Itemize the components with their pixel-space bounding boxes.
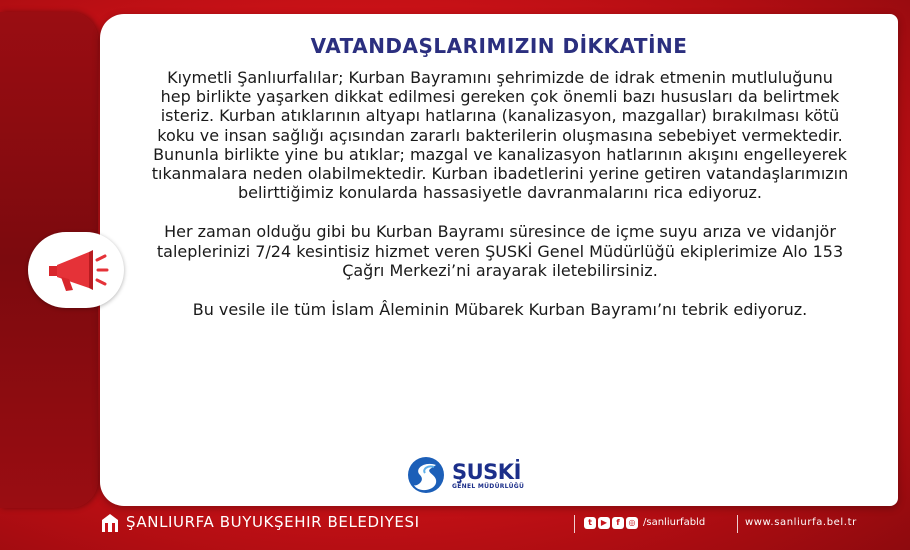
megaphone-icon <box>43 246 109 294</box>
twitter-icon[interactable]: t <box>584 517 596 529</box>
announcement-paragraph: Bu vesile ile tüm İslam Âleminin Mübarek Kurban Bayramı’nı tebrik ediyoruz. <box>192 300 808 320</box>
social-icons <box>584 517 638 529</box>
megaphone-badge <box>28 232 124 308</box>
announcement-body <box>150 68 850 319</box>
announcement-paragraph: Kıymetli Şanlıurfalılar; Kurban Bayramını şehrimizde de idrak etmenin mutluluğunu hep birlikte yaşarken dikkat edilmesi gereken çok önemli bazı hususları da belirtmek isteriz. Kurban atıklarının altyapı hatlarına (kanalizasyon, mazgallar) bırakılması kötü koku ve insan sağlığı açısından zararlı bakterilerin oluşmasına sebebiyet vermektedir. Bununla birlikte yine bu atıklar; mazgal ve kanalizasyon hatlarının akışını engelleyerek tıkanmalara neden olabilmektedir. Kurban ibadetlerini yerine getiren vatandaşlarımızın belirttiğimiz konularda hassasiyetle davranmalarını rica ediyoruz. <box>151 68 849 203</box>
announcement-paragraph: Her zaman olduğu gibi bu Kurban Bayramı süresince de içme suyu arıza ve vidanjör taleplerinizi 7/24 kesintisiz hizmet veren ŞUSKİ Genel Müdürlüğü ekiplerimize Alo 153 Çağrı Merkezi’ni arayarak iletebilirsiniz. <box>156 222 844 280</box>
facebook-icon[interactable]: f <box>612 517 624 529</box>
youtube-icon[interactable]: ▶ <box>598 517 610 529</box>
logo-subtitle: GENEL MÜDÜRLÜĞÜ <box>452 482 525 490</box>
logo-name: ŞUSKİ <box>452 459 521 484</box>
footer-divider <box>737 515 738 533</box>
social-handle[interactable]: /sanliurfabld <box>643 517 706 528</box>
footer-divider <box>574 515 575 533</box>
municipality-emblem-icon <box>100 512 120 534</box>
website-link[interactable]: www.sanliurfa.bel.tr <box>745 517 857 528</box>
municipality-name: ŞANLIURFA BUYUKŞEHIR BELEDIYESI <box>126 513 420 531</box>
suski-logo <box>406 455 556 495</box>
announcement-title: VATANDAŞLARIMIZIN DİKKATİNE <box>310 34 688 58</box>
instagram-icon[interactable]: ◎ <box>626 517 638 529</box>
water-drop-swirl-icon <box>406 455 446 495</box>
